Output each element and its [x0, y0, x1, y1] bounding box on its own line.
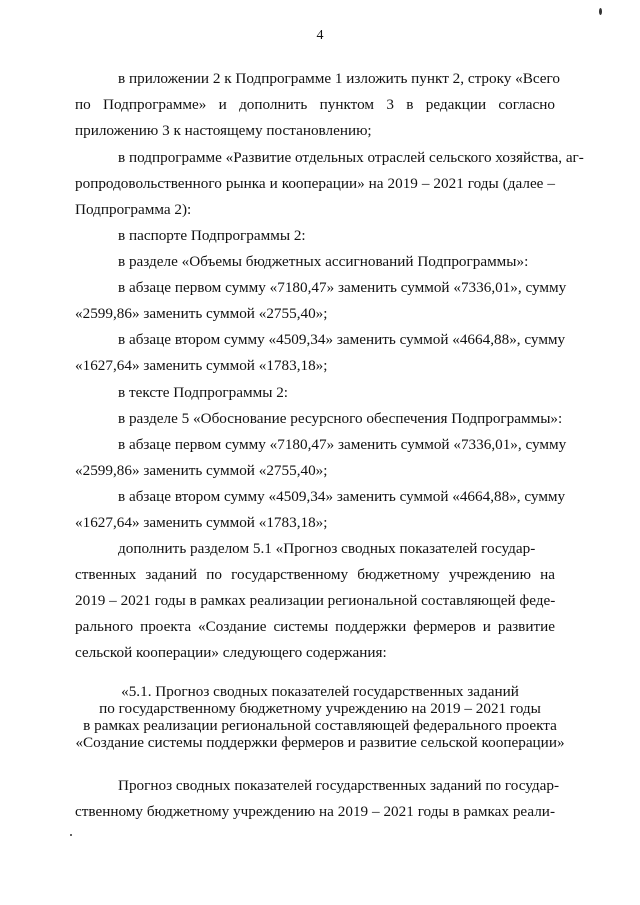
body-line: ственных заданий по государственному бюджетному учреждению на	[75, 566, 555, 583]
section-heading-line: «Создание системы поддержки фермеров и развитие сельской кооперации»	[75, 734, 565, 751]
scan-speck	[599, 8, 602, 15]
body-line: в паспорте Подпрограммы 2:	[118, 227, 306, 244]
page-number: 4	[316, 28, 324, 43]
body-line: в абзаце первом сумму «7180,47» заменить суммой «7336,01», сумму	[118, 279, 567, 296]
body-line: приложению 3 к настоящему постановлению;	[75, 122, 372, 139]
body-line: в абзаце втором сумму «4509,34» заменить суммой «4664,88», сумму	[118, 488, 566, 505]
section-heading-line: «5.1. Прогноз сводных показателей государственных заданий	[121, 683, 519, 700]
body-line: ственному бюджетному учреждению на 2019 – 2021 годы в рамках реали-	[75, 803, 555, 820]
body-line: в абзаце втором сумму «4509,34» заменить суммой «4664,88», сумму	[118, 331, 566, 348]
body-line: по Подпрограмме» и дополнить пунктом 3 в редакции согласно	[75, 96, 555, 113]
body-line: Прогноз сводных показателей государственных заданий по государ-	[118, 777, 560, 794]
body-line: Подпрограмма 2):	[75, 201, 192, 218]
body-line: в абзаце первом сумму «7180,47» заменить суммой «7336,01», сумму	[118, 436, 567, 453]
body-line: в приложении 2 к Подпрограмме 1 изложить пункт 2, строку «Всего	[118, 70, 560, 87]
body-line: в тексте Подпрограммы 2:	[118, 384, 289, 401]
body-line: «1627,64» заменить суммой «1783,18»;	[75, 357, 328, 374]
body-line: 2019 – 2021 годы в рамках реализации региональной составляющей феде-	[75, 592, 556, 609]
body-line: в разделе 5 «Обоснование ресурсного обеспечения Подпрограммы»:	[118, 410, 563, 427]
body-line: дополнить разделом 5.1 «Прогноз сводных показателей государ-	[118, 540, 536, 557]
body-line: в подпрограмме «Развитие отдельных отраслей сельского хозяйства, аг-	[118, 149, 584, 166]
body-line: сельской кооперации» следующего содержания:	[75, 644, 387, 661]
body-line: ропродовольственного рынка и кооперации» на 2019 – 2021 годы (далее –	[75, 175, 555, 192]
body-line: «2599,86» заменить суммой «2755,40»;	[75, 305, 328, 322]
scan-speck	[70, 834, 72, 836]
body-line: «2599,86» заменить суммой «2755,40»;	[75, 462, 328, 479]
body-line: рального проекта «Создание системы поддержки фермеров и развитие	[75, 618, 555, 635]
section-heading-line: по государственному бюджетному учреждению на 2019 – 2021 годы	[99, 700, 541, 717]
body-line: «1627,64» заменить суммой «1783,18»;	[75, 514, 328, 531]
body-line: в разделе «Объемы бюджетных ассигнований Подпрограммы»:	[118, 253, 529, 270]
section-heading-line: в рамках реализации региональной составляющей федерального проекта	[83, 717, 557, 734]
